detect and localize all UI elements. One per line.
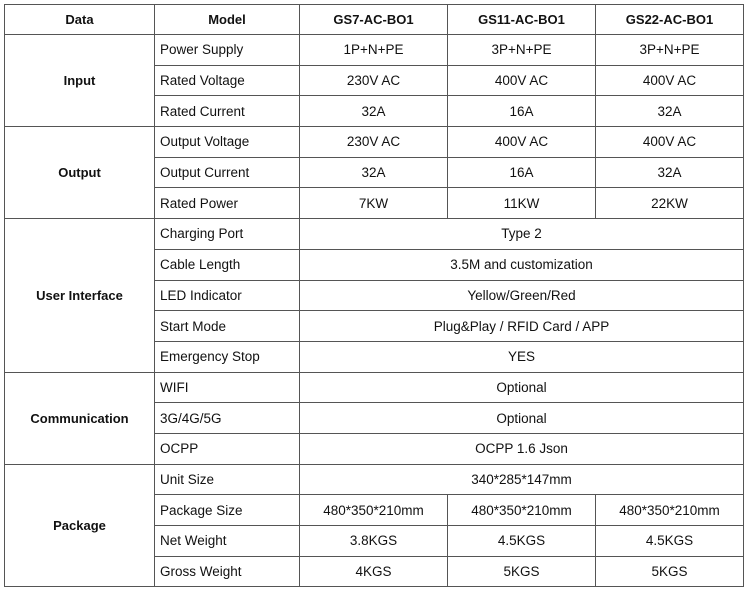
cell-value: 400V AC bbox=[448, 127, 596, 158]
row-label: Charging Port bbox=[155, 219, 300, 250]
row-label: Output Current bbox=[155, 157, 300, 188]
cell-value: 4.5KGS bbox=[448, 526, 596, 557]
cell-value: Plug&Play / RFID Card / APP bbox=[300, 311, 744, 342]
row-label: Rated Current bbox=[155, 96, 300, 127]
category-package: Package bbox=[5, 464, 155, 587]
cell-value: 400V AC bbox=[596, 65, 744, 96]
row-label: Unit Size bbox=[155, 464, 300, 495]
cell-value: 230V AC bbox=[300, 65, 448, 96]
cell-value: 480*350*210mm bbox=[596, 495, 744, 526]
table-row bbox=[5, 219, 744, 250]
cell-value: 4.5KGS bbox=[596, 526, 744, 557]
row-label: Net Weight bbox=[155, 526, 300, 557]
header-model: Model bbox=[155, 5, 300, 35]
row-label: LED Indicator bbox=[155, 280, 300, 311]
spec-table-container bbox=[4, 4, 744, 587]
cell-value: 400V AC bbox=[448, 65, 596, 96]
cell-value: 7KW bbox=[300, 188, 448, 219]
cell-value: 5KGS bbox=[448, 556, 596, 587]
cell-value: 5KGS bbox=[596, 556, 744, 587]
category-user-interface: User Interface bbox=[5, 219, 155, 372]
cell-value: Yellow/Green/Red bbox=[300, 280, 744, 311]
row-label: WIFI bbox=[155, 372, 300, 403]
cell-value: 4KGS bbox=[300, 556, 448, 587]
table-row bbox=[5, 127, 744, 158]
table-header-row bbox=[5, 5, 744, 35]
row-label: 3G/4G/5G bbox=[155, 403, 300, 434]
row-label: Power Supply bbox=[155, 35, 300, 66]
row-label: Package Size bbox=[155, 495, 300, 526]
cell-value: 3.5M and customization bbox=[300, 249, 744, 280]
cell-value: 32A bbox=[596, 157, 744, 188]
cell-value: 32A bbox=[300, 96, 448, 127]
row-label: Output Voltage bbox=[155, 127, 300, 158]
table-row bbox=[5, 372, 744, 403]
header-model-3: GS22-AC-BO1 bbox=[596, 5, 744, 35]
cell-value: 3P+N+PE bbox=[448, 35, 596, 66]
cell-value: 480*350*210mm bbox=[448, 495, 596, 526]
cell-value: 11KW bbox=[448, 188, 596, 219]
row-label: Rated Voltage bbox=[155, 65, 300, 96]
cell-value: 230V AC bbox=[300, 127, 448, 158]
category-output: Output bbox=[5, 127, 155, 219]
cell-value: 32A bbox=[300, 157, 448, 188]
row-label: OCPP bbox=[155, 433, 300, 464]
cell-value: 32A bbox=[596, 96, 744, 127]
header-model-1: GS7-AC-BO1 bbox=[300, 5, 448, 35]
cell-value: 340*285*147mm bbox=[300, 464, 744, 495]
cell-value: 16A bbox=[448, 157, 596, 188]
cell-value: YES bbox=[300, 341, 744, 372]
cell-value: 400V AC bbox=[596, 127, 744, 158]
header-model-2: GS11-AC-BO1 bbox=[448, 5, 596, 35]
row-label: Emergency Stop bbox=[155, 341, 300, 372]
table-row bbox=[5, 464, 744, 495]
cell-value: 22KW bbox=[596, 188, 744, 219]
cell-value: OCPP 1.6 Json bbox=[300, 433, 744, 464]
spec-table bbox=[4, 4, 744, 587]
cell-value: 3P+N+PE bbox=[596, 35, 744, 66]
cell-value: 3.8KGS bbox=[300, 526, 448, 557]
row-label: Start Mode bbox=[155, 311, 300, 342]
category-input: Input bbox=[5, 35, 155, 127]
row-label: Gross Weight bbox=[155, 556, 300, 587]
category-communication: Communication bbox=[5, 372, 155, 464]
row-label: Rated Power bbox=[155, 188, 300, 219]
table-row bbox=[5, 35, 744, 66]
cell-value: 16A bbox=[448, 96, 596, 127]
row-label: Cable Length bbox=[155, 249, 300, 280]
cell-value: Optional bbox=[300, 372, 744, 403]
cell-value: 1P+N+PE bbox=[300, 35, 448, 66]
cell-value: Type 2 bbox=[300, 219, 744, 250]
cell-value: 480*350*210mm bbox=[300, 495, 448, 526]
header-data: Data bbox=[5, 5, 155, 35]
cell-value: Optional bbox=[300, 403, 744, 434]
